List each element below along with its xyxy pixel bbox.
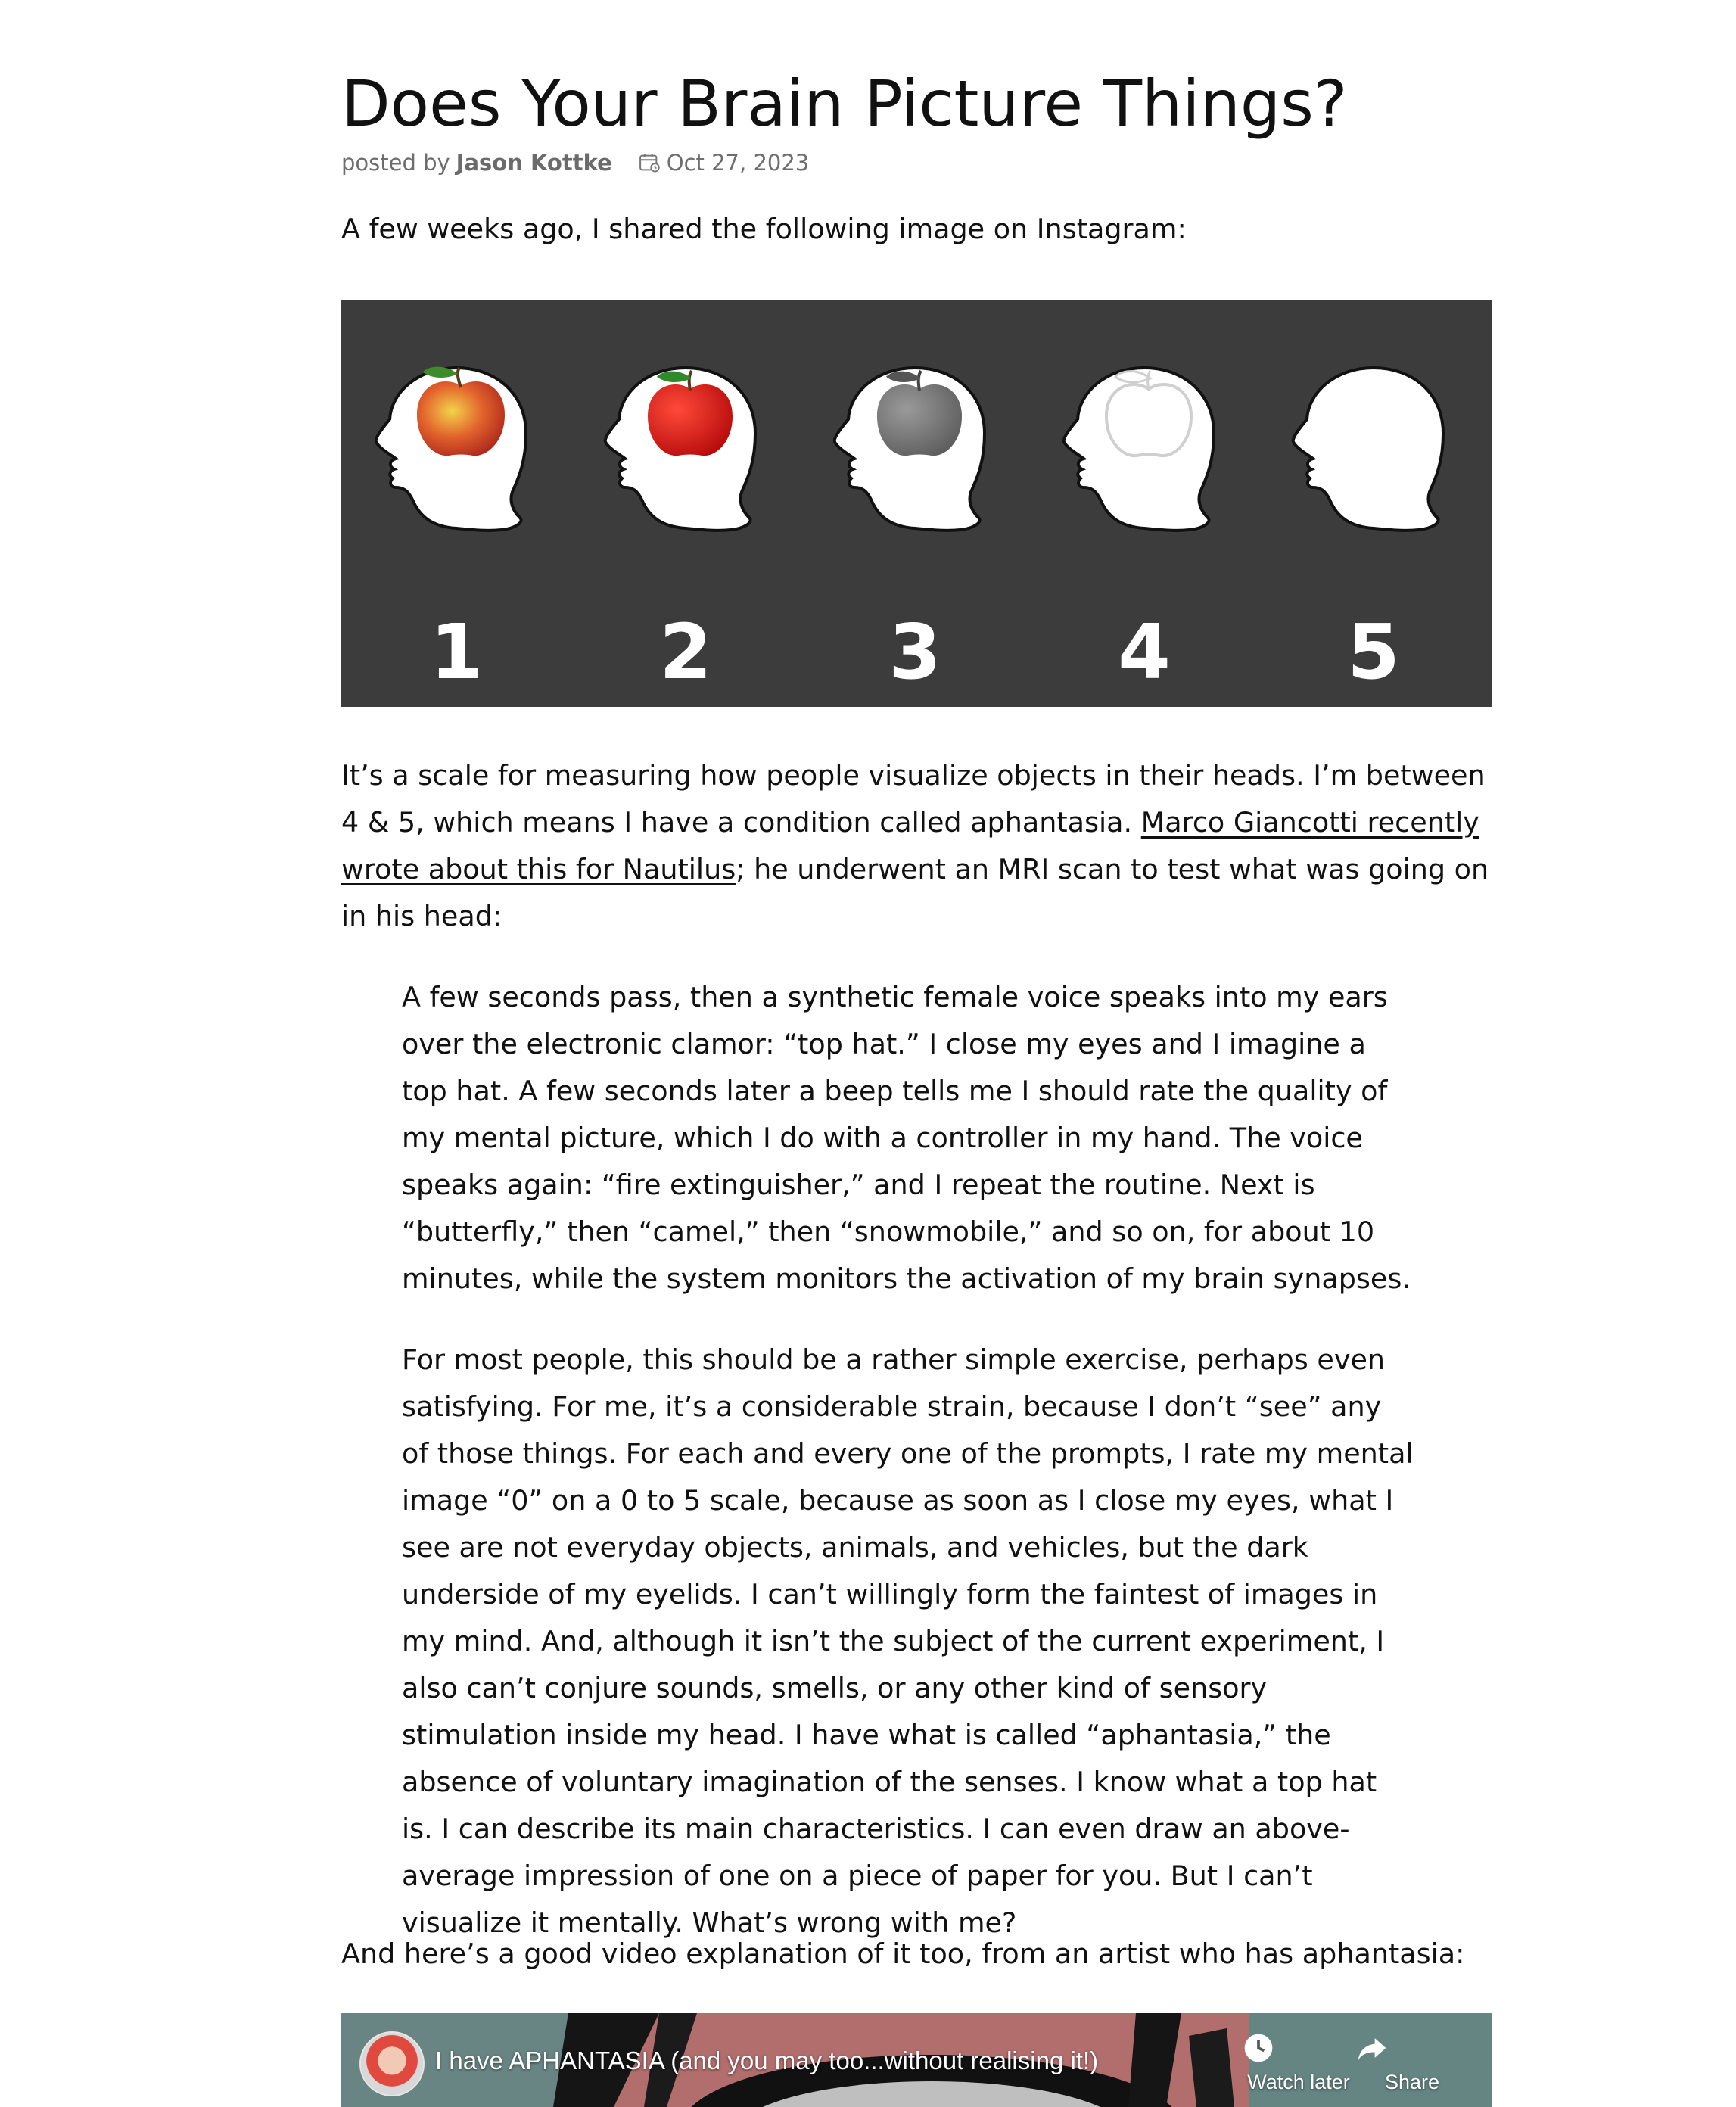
nautilus-article-link[interactable]: Marco Giancotti recently wrote about this for Nautilus: [341, 806, 1479, 885]
share-button[interactable]: [1355, 2031, 1469, 2094]
scale-number-2: 2: [659, 608, 712, 696]
blockquote-paragraph-1: A few seconds pass, then a synthetic female voice speaks into my ears over the electronic clamor: “top hat.” I close my eyes and I imagine a top hat. A few seconds later a beep tells me I should rate the quality of my mental picture, which I do with a controller in my hand. The voice speaks again: “fire extinguisher,” and I repeat the routine. Next is “butterfly,” then “camel,” then “snowmobile,” and so on, for about 10 minutes, while the system monitors the activation of my brain synapses.: [402, 981, 1411, 1295]
author-link[interactable]: Jason Kottke: [456, 150, 612, 176]
watch-later-label: Watch later: [1247, 2071, 1350, 2093]
head-5: [1293, 368, 1443, 531]
watch-later-button[interactable]: [1242, 2031, 1355, 2094]
post-date: Oct 27, 2023: [666, 150, 810, 176]
scale-number-4: 4: [1118, 608, 1171, 696]
video-title[interactable]: I have APHANTASIA (and you may too...without realising it!): [435, 2046, 1099, 2074]
aphantasia-scale-image: [341, 300, 1492, 707]
head-2: [605, 368, 755, 531]
blockquote-paragraph-2: For most people, this should be a rather simple exercise, perhaps even satisfying. For me, it’s a considerable strain, because I don’t “see” any of those things. For each and every one of the prompts, I rate my mental image “0” on a 0 to 5 scale, because as soon as I close my eyes, what I see are not everyday objects, animals, and vehicles, but the dark underside of my eyelids. I can’t willingly form the faintest of images in my mind. And, although it isn’t the subject of the current experiment, I also can’t conjure sounds, smells, or any other kind of sensory stimulation inside my head. I have what is called “aphantasia,” the absence of voluntary imagination of the senses. I know what a top hat is. I can describe its main characteristics. I can even draw an above-average impression of one on a piece of paper for you. But I can’t visualize it mentally. What’s wrong with me?: [402, 1343, 1414, 1939]
scale-number-1: 1: [430, 608, 483, 696]
intro-paragraph: A few weeks ago, I shared the following image on Instagram:: [341, 213, 1187, 245]
scale-number-3: 3: [888, 608, 941, 696]
head-4: [1064, 368, 1214, 531]
scale-illustration: [341, 300, 1492, 707]
outro-paragraph: And here’s a good video explanation of it too, from an artist who has aphantasia:: [341, 1937, 1465, 1970]
byline: [341, 150, 809, 176]
byline-prefix: posted by: [341, 150, 450, 176]
scale-number-5: 5: [1347, 608, 1400, 696]
paragraph-text-end: ; he underwent an MRI scan to test what was going on in his head:: [341, 853, 1489, 932]
share-label: Share: [1384, 2071, 1440, 2093]
paragraph-text-start: It’s a scale for measuring how people visualize objects in their heads. I’m between 4 & 5, which means I have a condition called aphantasia.: [341, 759, 1486, 839]
body-paragraph-1: [341, 752, 1492, 940]
share-arrow-icon: [1355, 2031, 1389, 2065]
calendar-icon: [638, 151, 661, 174]
head-1: [376, 367, 526, 531]
video-embed[interactable]: [341, 2013, 1492, 2107]
clock-icon: [1242, 2031, 1275, 2065]
page-title: Does Your Brain Picture Things?: [341, 67, 1348, 141]
head-3: [835, 368, 985, 531]
channel-avatar[interactable]: [359, 2031, 425, 2096]
